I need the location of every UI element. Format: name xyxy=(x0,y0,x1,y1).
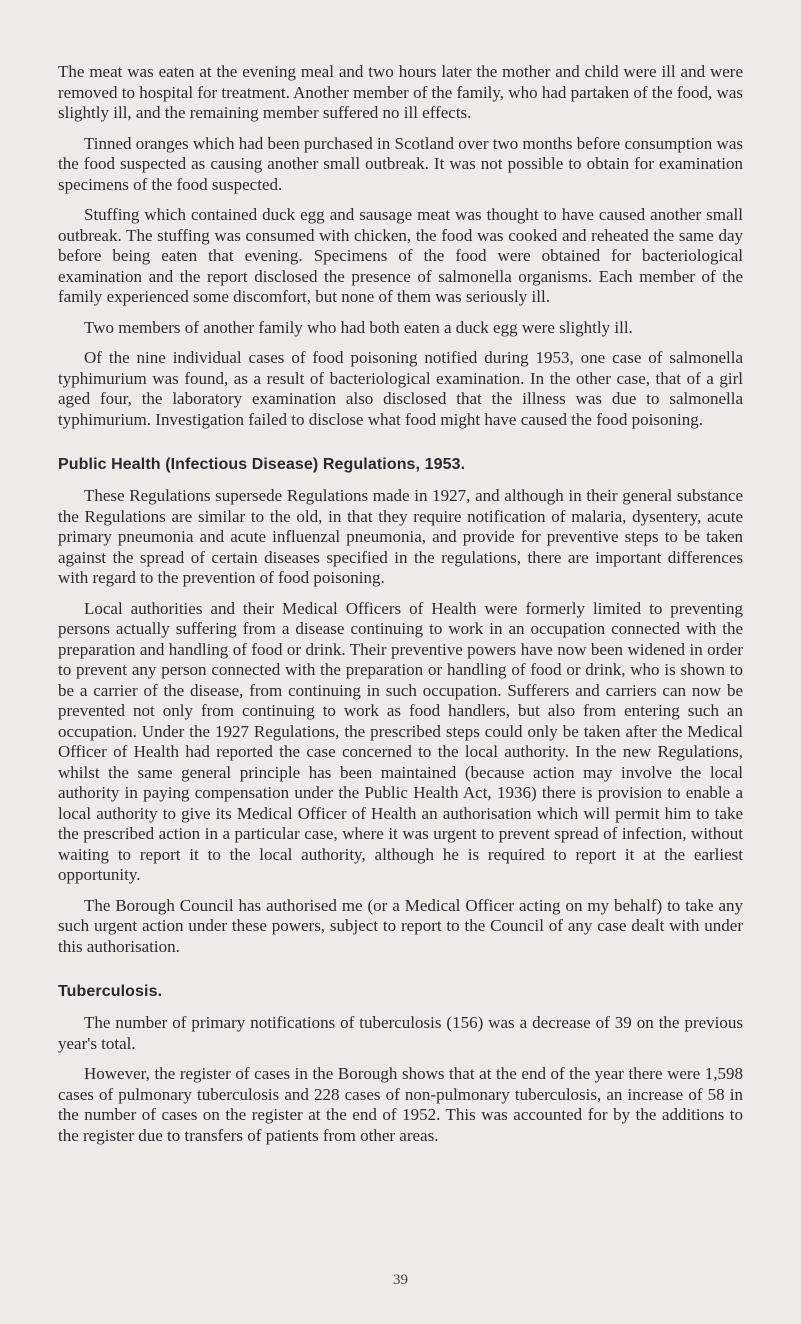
paragraph-local-authorities: Local authorities and their Medical Officers of Health were formerly limited to preventing persons actually suffering from a disease continuing to work in an occupation connected with the preparation and handling of food or drink. Their preventive powers have now been widened in order to prevent any person connected with the preparation or handling of food or drink, who is shown to be a carrier of the disease, from continuing in such occupation. Sufferers and carriers can now be prevented not only from continuing to work as food handlers, but also from entering such an occupation. Under the 1927 Regulations, the prescribed steps could only be taken after the Medical Officer of Health had reported the case concerned to the local authority. In the new Regulations, whilst the same general principle has been maintained (because action may involve the local authority in paying compensation under the Public Health Act, 1936) there is provision to enable a local authority to give its Medical Officer of Health an authorisation which will permit him to take the prescribed action in a particular case, where it was urgent to prevent spread of infection, without waiting to report it to the local authority, although he is required to report it at the earliest opportunity. xyxy=(58,598,743,884)
paragraph-individual-cases: Of the nine individual cases of food poisoning notified during 1953, one case of salmonella typhimurium was found, as a result of bacteriological examination. In the other case, that of a girl aged four, the laboratory examination also disclosed that the illness was due to salmonella typhimurium. Investigation failed to disclose what food might have caused the food poisoning. xyxy=(58,348,743,429)
paragraph-regulations-supersede: These Regulations supersede Regulations made in 1927, and although in their general substance the Regulations are similar to the old, in that they require notification of malaria, dysentery, acute primary pneumonia and acute influenzal pneumonia, and provide for preventive steps to be taken against the spread of certain diseases specified in the regulations, there are important differences with regard to the prevention of food poisoning. xyxy=(58,486,743,587)
page-number: 39 xyxy=(393,1272,408,1288)
paragraph-register-of-cases: However, the register of cases in the Borough shows that at the end of the year there were 1,598 cases of pulmonary tuberculosis and 228 cases of non-pulmonary tuberculosis, an increase of 58 in the number of cases on the register at the end of 1952. This was accounted for by the additions to the register due to transfers of patients from other areas. xyxy=(58,1064,743,1145)
paragraph-tinned-oranges: Tinned oranges which had been purchased in Scotland over two months before consumption was the food suspected as causing another small outbreak. It was not possible to obtain for examination specimens of the food suspected. xyxy=(58,133,743,194)
paragraph-stuffing-outbreak: Stuffing which contained duck egg and sausage meat was thought to have caused another small outbreak. The stuffing was consumed with chicken, the food was cooked and reheated the same day before being eaten that evening. Specimens of the food were obtained for bacteriological examination and the report disclosed the presence of salmonella organisms. Each member of the family experienced some discomfort, but none of them was seriously ill. xyxy=(58,205,743,306)
heading-tuberculosis: Tuberculosis. xyxy=(58,983,163,1000)
paragraph-meal-outbreak: The meat was eaten at the evening meal and two hours later the mother and child were ill and were removed to hospital for treatment. Another member of the family, who had partaken of the food, was slightly ill, and the remaining member suffered no ill effects. xyxy=(58,62,743,122)
paragraph-primary-notifications: The number of primary notifications of tuberculosis (156) was a decrease of 39 on the previous year's total. xyxy=(58,1013,743,1053)
heading-regulations: Public Health (Infectious Disease) Regulations, 1953. xyxy=(58,456,466,473)
paragraph-borough-council: The Borough Council has authorised me (or a Medical Officer acting on my behalf) to take any such urgent action under these powers, subject to report to the Council of any case dealt with under this authorisation. xyxy=(58,895,743,956)
paragraph-duck-egg: Two members of another family who had both eaten a duck egg were slightly ill. xyxy=(84,317,633,337)
